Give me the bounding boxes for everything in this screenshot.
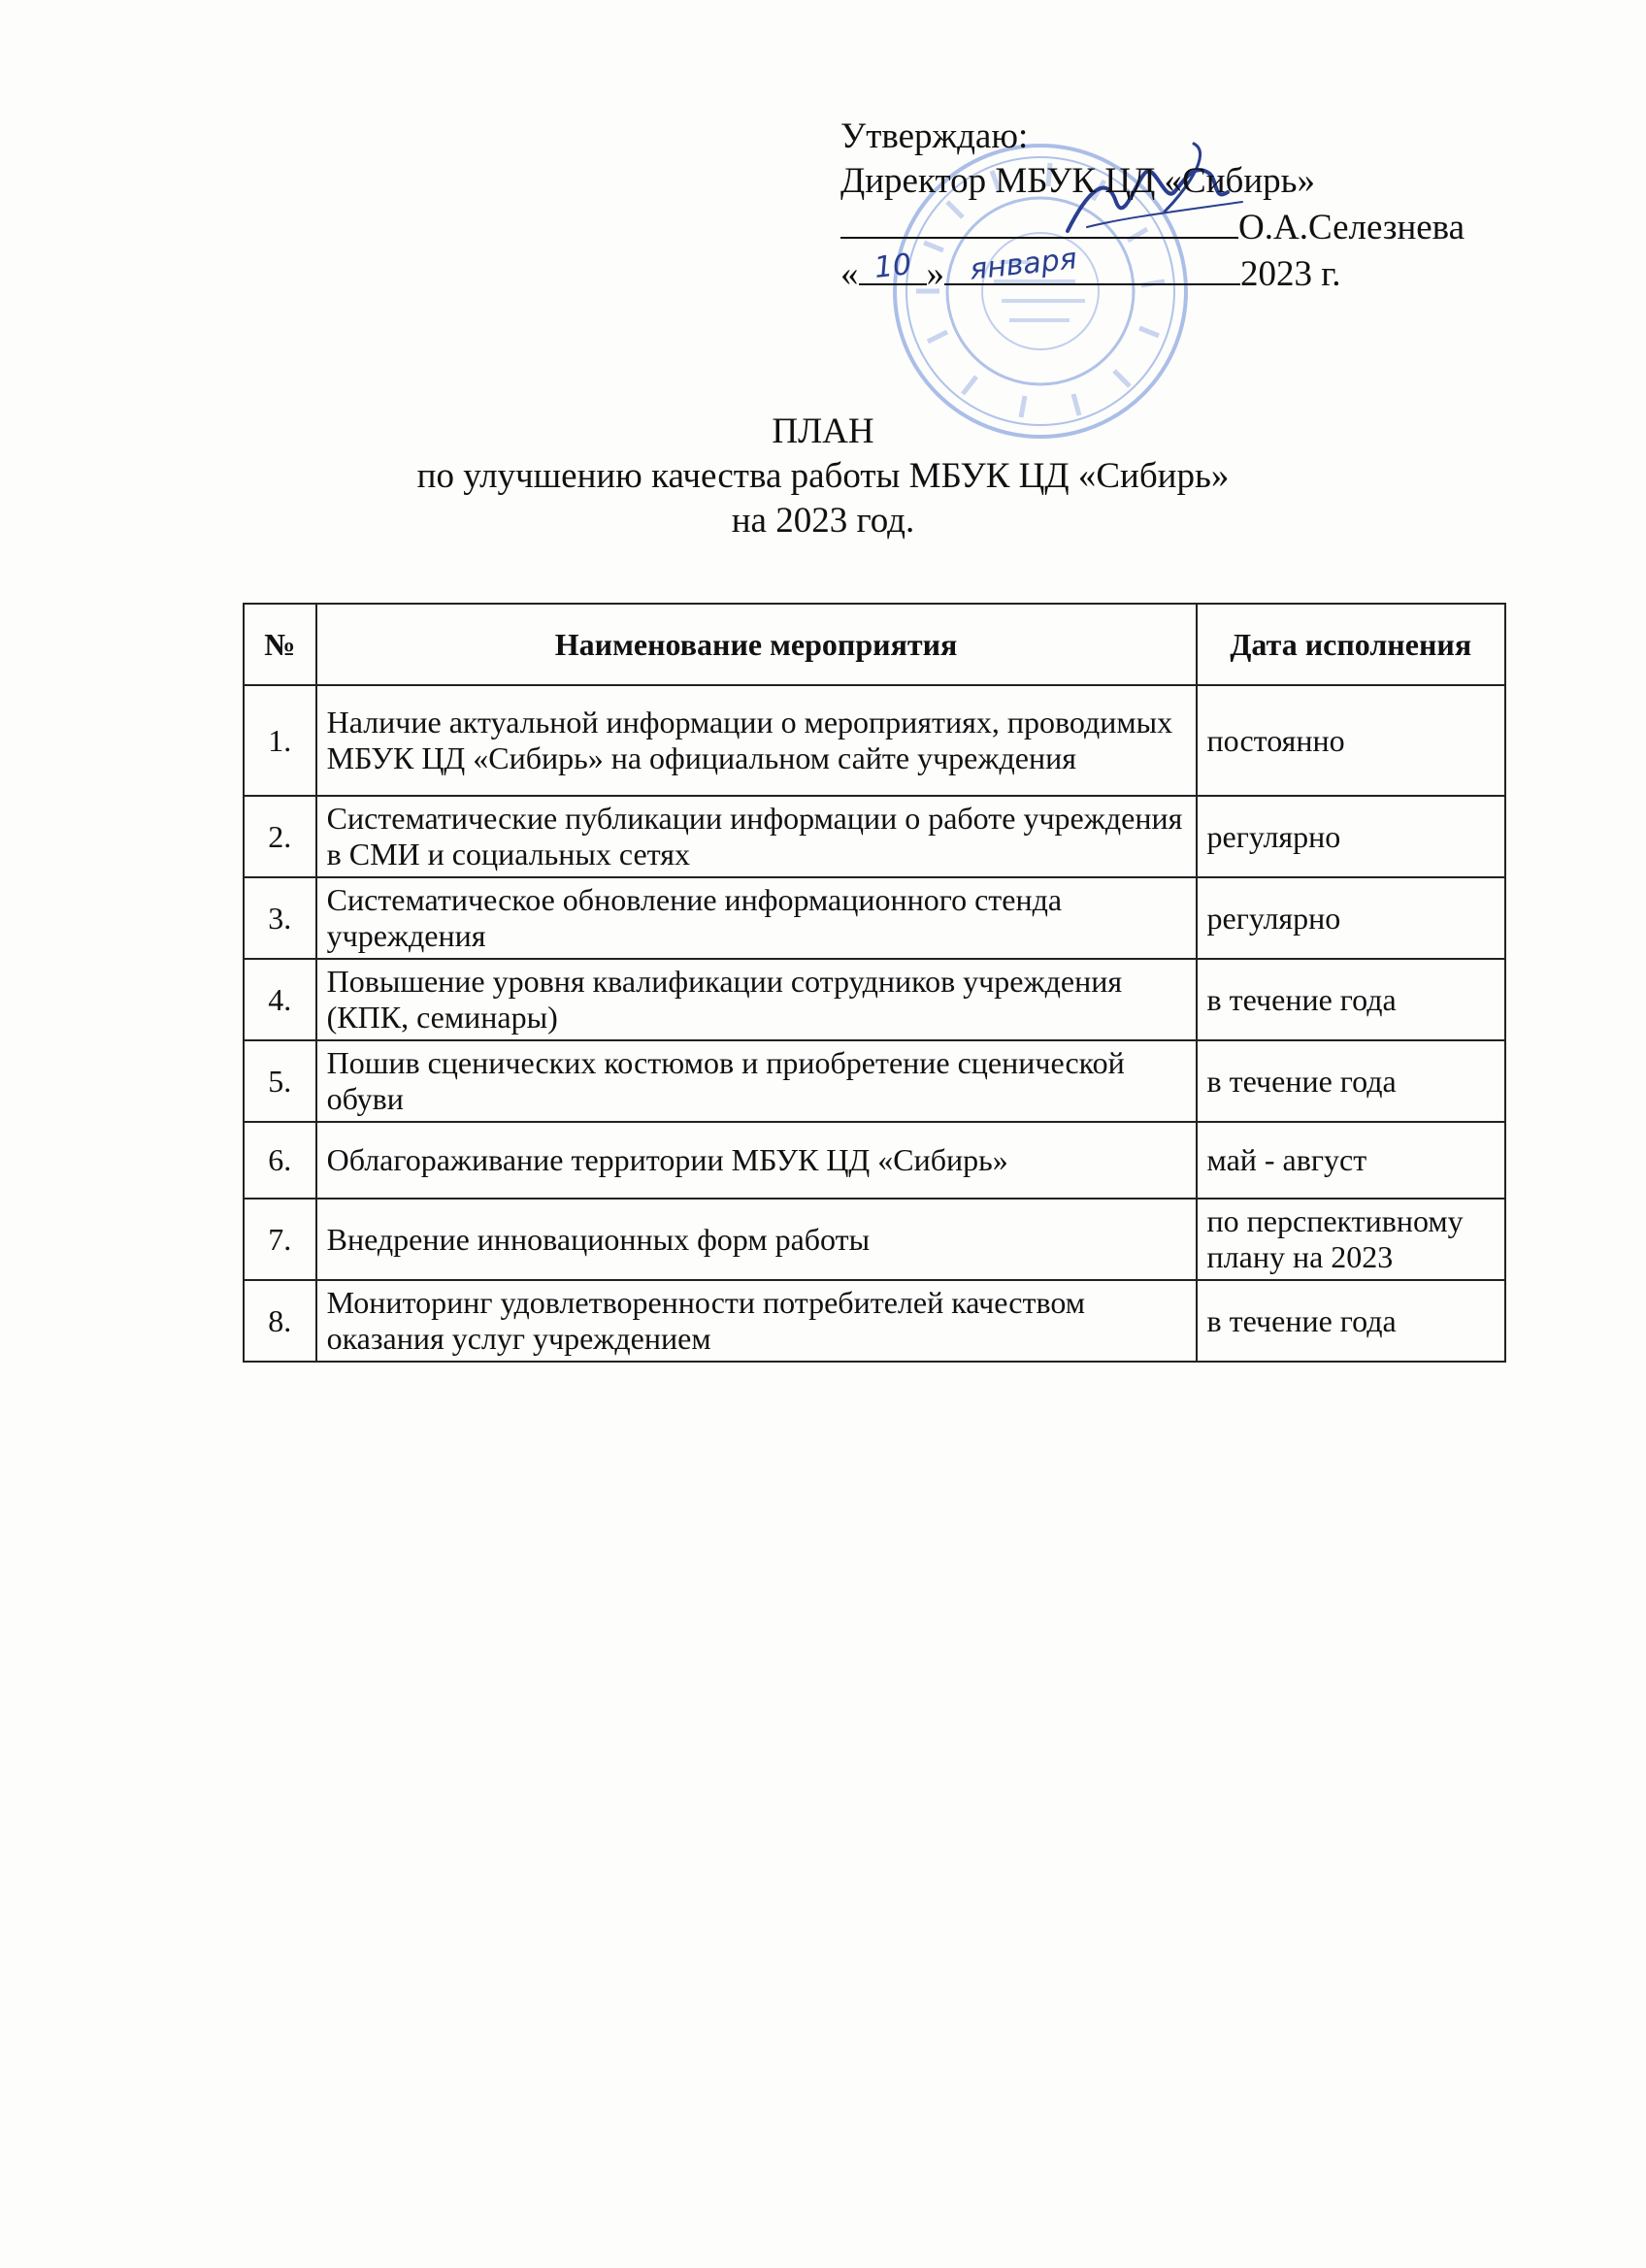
row-event: Мониторинг удовлетворенности потребителей качеством оказания услуг учреждением <box>316 1280 1197 1362</box>
table-row <box>244 1280 1505 1362</box>
table-row <box>244 877 1505 959</box>
row-num: 7. <box>244 1199 316 1280</box>
row-num: 8. <box>244 1280 316 1362</box>
row-event: Систематическое обновление информационного стенда учреждения <box>316 877 1197 959</box>
signature-line <box>840 204 1520 250</box>
open-quote: « <box>840 254 859 294</box>
signature-blank <box>840 204 1238 239</box>
row-date: в течение года <box>1197 1280 1505 1362</box>
approve-label: Утверждаю: <box>840 116 1029 156</box>
row-num: 1. <box>244 685 316 796</box>
table-row <box>244 796 1505 877</box>
header-event: Наименование мероприятия <box>316 604 1197 685</box>
plan-table <box>243 603 1506 1363</box>
row-num: 3. <box>244 877 316 959</box>
row-date: в течение года <box>1197 959 1505 1040</box>
row-event: Облагораживание территории МБУК ЦД «Сибирь» <box>316 1122 1197 1199</box>
title-line-2: по улучшению качества работы МБУК ЦД «Сибирь» <box>416 456 1230 496</box>
table-row <box>244 959 1505 1040</box>
approval-block <box>840 115 1520 297</box>
row-num: 5. <box>244 1040 316 1122</box>
month-blank <box>944 242 1240 287</box>
title-line-3: на 2023 год. <box>731 501 915 541</box>
row-date: в течение года <box>1197 1040 1505 1122</box>
document-title <box>0 410 1646 543</box>
row-date: регулярно <box>1197 877 1505 959</box>
table-row <box>244 1122 1505 1199</box>
row-date: по перспективному плану на 2023 <box>1197 1199 1505 1280</box>
row-num: 6. <box>244 1122 316 1199</box>
approval-date-line <box>840 242 1520 297</box>
row-event: Повышение уровня квалификации сотрудников учреждения (КПК, семинары) <box>316 959 1197 1040</box>
row-event: Внедрение инновационных форм работы <box>316 1199 1197 1280</box>
row-event: Систематические публикации информации о работе учреждения в СМИ и социальных сетях <box>316 796 1197 877</box>
row-date: постоянно <box>1197 685 1505 796</box>
signatory-name: О.А.Селезнева <box>1238 208 1465 247</box>
row-num: 2. <box>244 796 316 877</box>
title-line-1: ПЛАН <box>772 411 874 451</box>
director-position: Директор МБУК ЦД «Сибирь» <box>840 161 1316 201</box>
table-row <box>244 685 1505 796</box>
row-date: регулярно <box>1197 796 1505 877</box>
header-date: Дата исполнения <box>1197 604 1505 685</box>
approval-year: 2023 г. <box>1240 254 1341 294</box>
table-row <box>244 1040 1505 1122</box>
table-row <box>244 1199 1505 1280</box>
row-event: Наличие актуальной информации о мероприятиях, проводимых МБУК ЦД «Сибирь» на официальном сайте учреждения <box>316 685 1197 796</box>
close-quote: » <box>926 254 944 294</box>
header-num: № <box>244 604 316 685</box>
row-event: Пошив сценических костюмов и приобретение сценической обуви <box>316 1040 1197 1122</box>
row-date: май - август <box>1197 1122 1505 1199</box>
approval-month: января <box>968 242 1079 287</box>
day-blank <box>859 247 927 285</box>
table-header-row <box>244 604 1505 685</box>
approval-day: 10 <box>872 247 913 285</box>
row-num: 4. <box>244 959 316 1040</box>
